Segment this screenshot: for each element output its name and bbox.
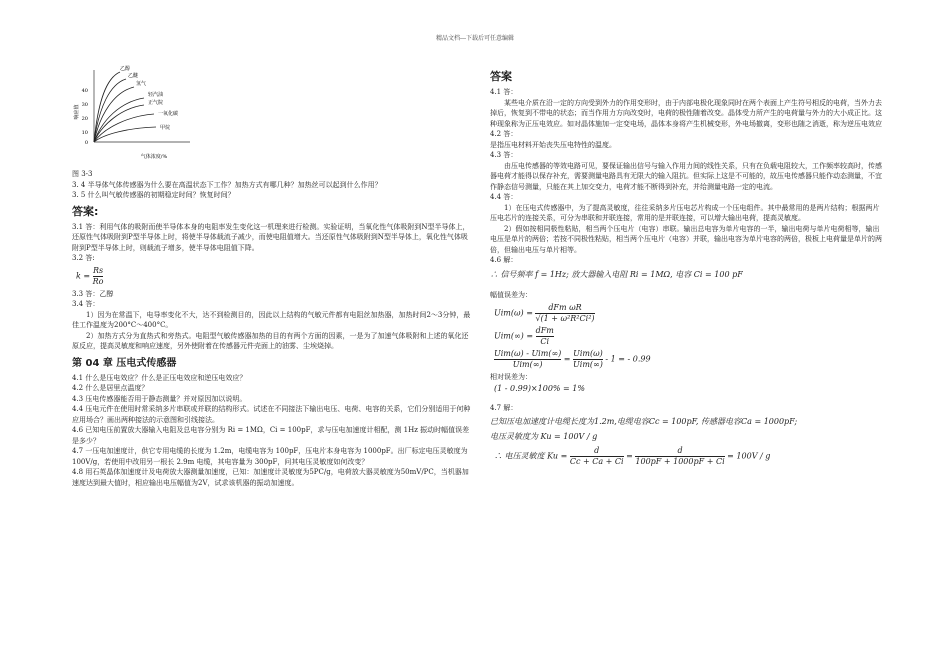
answers-heading: 答案 xyxy=(490,70,512,83)
answer-4-4-part2: 2）假如按相同极性粘贴，相当两个压电片（电容）串联。输出总电容为单片电容的一半，输出电荷与单片电荷相等，输出电压是单片的两倍；若按不同极性粘贴，相当两个压电片（电容）并联，输出电容为单片电容的两倍，极板上电荷量是单片的两倍，但输出电压与单片相等。 xyxy=(490,224,882,254)
page-header: 精品文档---下载后可任意编辑 xyxy=(435,35,515,42)
formula-rhs: - 1 = - 0.99 xyxy=(605,354,651,363)
formula-error-ratio xyxy=(494,349,882,370)
answer-4-3-label: 4.3 答： xyxy=(490,151,518,159)
answer-3-2-label: 3.2 答: xyxy=(72,254,95,262)
question-3-5: 3. 5 什么叫气敏传感器的初期稳定时间？恢复时间？ xyxy=(72,191,235,199)
answer-4-2-label: 4.2 答： xyxy=(490,130,518,138)
answer-3-4-part1: 1）因为在常温下，电导率变化不大，达不到检测目的，因此以上结构的气敏元件都有电阻丝加热器，加热时间2～3分钟，最佳工作温度为200°C～400°C。 xyxy=(72,310,471,329)
denominator: √(1 + ω²R²Ci²) xyxy=(535,313,595,323)
relative-error-label: 相对误差为： xyxy=(490,372,532,381)
formula-lhs: Uim(ω) = xyxy=(494,308,533,317)
question-4-7: 4.7 一压电加速度计，供它专用电缆的长度为 1.2m，电缆电容为 100pF，压电片本身电容为 1000pF。出厂标定电压灵敏度为 100V/g，若使用中改用另一根长 2.9m 电缆，其电容量为 300pF，问其电压灵敏度如何改变？ xyxy=(72,447,468,466)
question-4-3: 4.3 压电传感器能否用于静态测量？并对原因加以说明。 xyxy=(72,394,247,403)
series-label: 氢气 xyxy=(136,81,147,87)
y-tick-label: 40 xyxy=(81,88,88,94)
amplitude-error-label: 幅值误差为： xyxy=(490,291,532,299)
y-tick-label: 0 xyxy=(84,140,88,146)
question-4-1: 4.1 什么是压电效应？什么是正压电效应和逆压电效应？ xyxy=(72,373,247,382)
answer-4-1-body: 某些电介质在沿一定的方向受到外力的作用变形时，由于内部电极化现象同时在两个表面上产生符号相反的电荷，当外力去掉后，恢复到不带电的状态；而当作用力方向改变时，电荷的极性随着改变。晶体受力所产生的电荷量与外力的大小成正比。这种现象称为正压电效应。如对晶体施加一定变电场，晶体本身将产生机械变形，外电场撤离，变形也随之消逝，称为逆压电效应 xyxy=(490,98,882,128)
answer-4-4-label: 4.4 答： xyxy=(490,193,518,201)
y-tick-label: 20 xyxy=(81,116,88,122)
answer-3-4-part2: 2）加热方式分为直热式和旁热式。电阻型气敏传感器加热的目的有两个方面的因素，一是为了加速气体吸附和上述的氧化还原反应，提高灵敏度和响应速度，另外使附着在传感器元件壳面上的油雾、尘埃烧掉。 xyxy=(72,331,469,350)
y-axis-label: 响应值 xyxy=(74,104,80,120)
formula-u-infinity xyxy=(494,326,882,347)
formula-lhs: ∴ 电压灵敏度 Ku = xyxy=(494,451,568,461)
answer-4-7-given: 已知压电加速度计电缆长度为1.2m,电缆电容Cc = 100pF, 传感器电容Ca = 1000pF; xyxy=(490,417,798,426)
series-line-gasoline xyxy=(94,98,144,142)
numerator: dFm ωR xyxy=(548,302,582,312)
formula-voltage-sensitivity xyxy=(494,446,882,467)
answer-4-7-label: 4.7 解： xyxy=(490,403,518,412)
right-column xyxy=(490,66,882,469)
denominator: Cc + Ca + Ci xyxy=(569,457,624,466)
answer-3-4-label: 3.4 答： xyxy=(72,300,100,308)
chapter-title: 第 04 章 压电式传感器 xyxy=(72,357,177,369)
denominator: Ro xyxy=(92,276,104,286)
answer-4-3-body: 由压电传感器的等效电路可见，要保证输出信号与输入作用力间的线性关系，只有在负载电阻较大，工作频率较高时，传感器电荷才能得以保存补充，需要测量电路具有无限大的输入阻抗。但实际上这是不可能的，故压电传感器只能作动态测量，不宜作静态信号测量，只能在其上加交变力，电荷才能不断得到补充，并给测量电路一定的电流。 xyxy=(490,161,882,191)
denominator: Ci xyxy=(536,336,554,347)
answer-4-6-label: 4.6 解： xyxy=(490,256,518,264)
question-4-4: 4.4 压电元件在使用时常采纳多片串联或并联的结构形式。试述在不同接法下输出电压、电荷、电容的关系，它们分别适用于何种应用场合？画出两种接法的示意图和引线接法。 xyxy=(72,405,471,424)
series-label: 乙醇 xyxy=(120,66,131,72)
fraction xyxy=(535,303,594,324)
fraction xyxy=(570,446,624,467)
fraction xyxy=(635,446,724,467)
fraction xyxy=(536,326,554,347)
answer-4-7-sensitivity: 电压灵敏度为 Ku = 100V / g xyxy=(490,431,598,441)
relative-error-formula: (1 - 0.99)×100% = 1% xyxy=(494,384,585,393)
formula-lhs: Uim(∞) = xyxy=(494,331,534,340)
figure-caption: 图 3-3 xyxy=(72,170,93,178)
answer-4-2-body: 是指压电材料开始丧失压电特性的温度。 xyxy=(490,140,616,149)
answer-4-1-label: 4.1 答： xyxy=(490,88,518,96)
series-line-methane xyxy=(94,127,156,142)
answer-4-6-given: ∴ 信号频率 f = 1Hz; 放大器输入电阻 Ri = 1MΩ, 电容 Ci = 100 pF xyxy=(490,269,743,279)
formula-u-omega xyxy=(494,303,882,324)
numerator: Rs xyxy=(92,265,104,275)
answer-4-4-part1: 1）在压电式传感器中，为了提高灵敏度，往往采纳多片压电芯片构成一个压电组件。其中最常用的是两片结构；根据两片压电芯片的连接关系，可分为串联和并联连接，常用的是并联连接，可以增大输出电荷，提高灵敏度。 xyxy=(490,203,880,222)
series-label: 乙醚 xyxy=(128,73,139,79)
equals-sign: = xyxy=(626,451,633,461)
numerator: Uim(ω) xyxy=(573,348,603,358)
series-label: 甲烷 xyxy=(160,125,171,131)
denominator: 100pF + 1000pF + Ci xyxy=(635,457,725,466)
question-4-6: 4.6 已知电压前置放大器输入电阻及总电容分别为 Ri = 1MΩ，Ci = 100pF，求与压电加速度计相配，测 1Hz 振动时幅值误差是多少？ xyxy=(72,426,470,445)
denominator: Uim(∞) xyxy=(494,359,561,370)
question-4-2: 4.2 什么是居里点温度？ xyxy=(72,384,149,392)
x-axis-label: 气体浓度/% xyxy=(140,154,168,160)
fraction xyxy=(93,266,104,287)
gas-response-chart xyxy=(72,62,192,167)
series-label: 正气院 xyxy=(148,100,164,106)
y-tick-label: 30 xyxy=(81,102,88,108)
numerator: d xyxy=(594,446,600,455)
fraction xyxy=(573,349,603,370)
denominator: Uim(∞) xyxy=(573,359,603,369)
series-line-ethanol xyxy=(94,72,120,142)
sensitivity-formula xyxy=(76,266,472,287)
y-tick-label: 10 xyxy=(81,130,88,136)
equals-sign: = xyxy=(563,354,571,363)
numerator: d xyxy=(677,446,683,455)
numerator: dFm xyxy=(535,325,554,335)
answer-3-1: 3.1 答：利用气体的吸附而使半导体本身的电阻率发生变化这一机理来进行检测。实验证明，当氧化性气体吸附到N型半导体上，还原性气体吸附到P型半导体上时，将使半导体载流子减少，而使电阻值增大。当还原性气体吸附到N型半导体上，氧化性气体吸附到P型半导体上时，则载流子增多，使半导体电阻值下降。 xyxy=(72,222,470,252)
left-column xyxy=(72,62,472,488)
answers-heading: 答案: xyxy=(72,204,99,218)
question-3-4: 3. 4 半导体气体传感器为什么要在高温状态下工作？加热方式有哪几种？加热丝可以起到什么作用？ xyxy=(72,180,382,189)
question-4-8: 4.8 用石英晶体加速度计及电荷放大器测量加速度，已知：加速度计灵敏度为5PC/g，电荷放大器灵敏度为50mV/PC，当机器加速度达到最大值时，相应输出电压幅值为2V，试求该机器的振动加速度。 xyxy=(72,468,469,487)
series-label: 轻汽油 xyxy=(148,92,164,98)
answer-3-3: 3.3 答：乙醇 xyxy=(72,289,114,298)
series-label: 一氧化碳 xyxy=(158,111,179,117)
numerator: Uim(ω) - Uim(∞) xyxy=(494,348,562,358)
fraction xyxy=(494,349,561,370)
formula-lhs: k = xyxy=(76,271,91,280)
formula-rhs: = 100V / g xyxy=(727,451,771,461)
